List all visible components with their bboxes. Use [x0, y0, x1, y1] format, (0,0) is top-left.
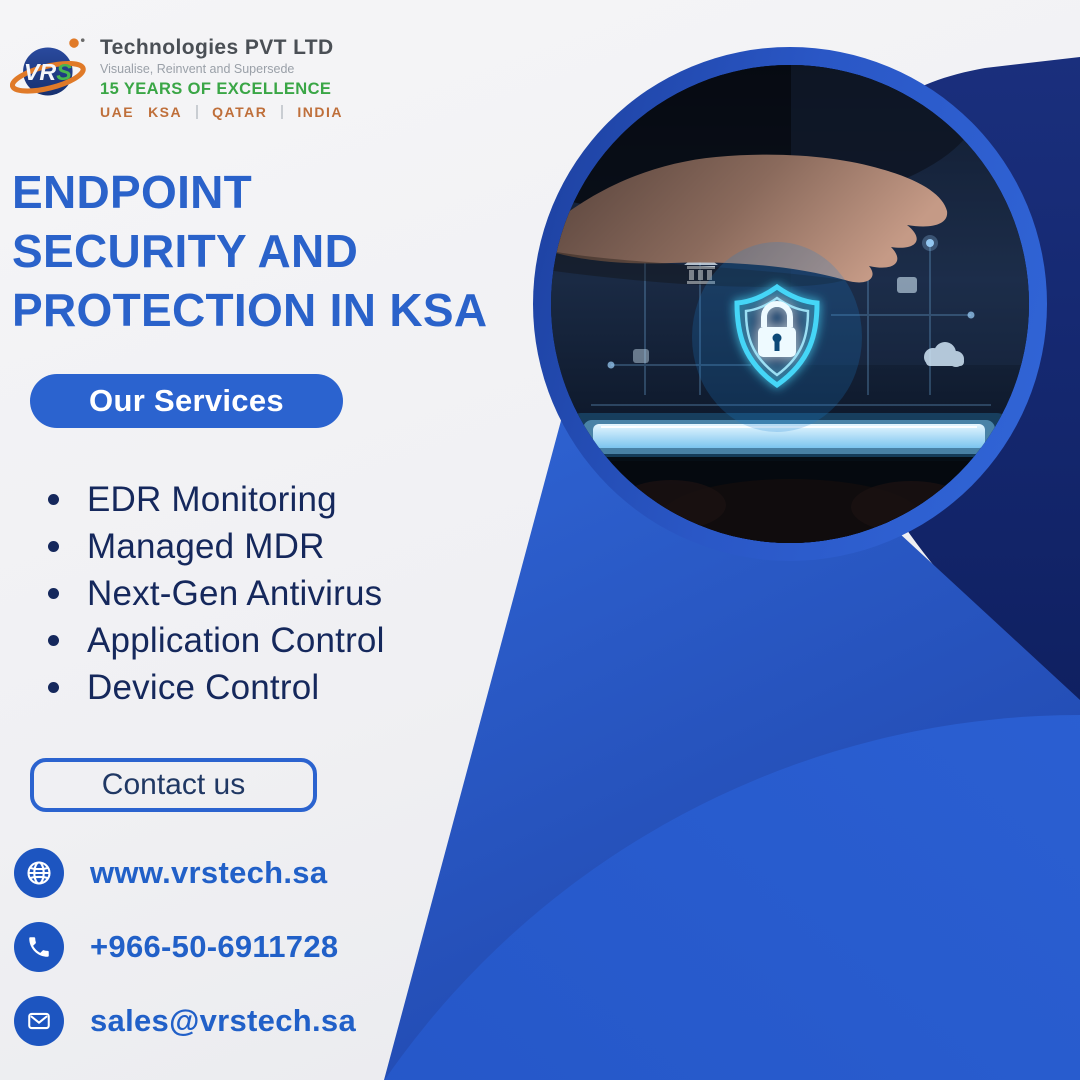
email-row[interactable]	[14, 996, 356, 1046]
hero-circle-ring	[533, 47, 1047, 561]
chip-icon	[897, 277, 917, 293]
website-url: www.vrstech.sa	[90, 855, 328, 890]
list-item	[48, 570, 385, 617]
region-qatar: QATAR	[212, 104, 268, 120]
contact-us-label: Contact us	[101, 768, 246, 801]
bullet-dot	[48, 494, 59, 505]
logo-letter-s: S	[56, 59, 72, 86]
vrs-globe-logo-icon	[10, 28, 90, 112]
headline-line-2: SECURITY AND	[12, 225, 359, 277]
website-row[interactable]	[14, 848, 356, 898]
company-tagline: Visualise, Reinvent and Supersede	[100, 62, 295, 76]
phone-number: +966-50-6911728	[90, 929, 339, 964]
trademark-dot	[81, 38, 85, 42]
contact-info	[14, 848, 356, 1046]
list-item	[48, 476, 385, 523]
bullet-dot	[48, 682, 59, 693]
region-divider	[196, 105, 198, 119]
svg-text:VRS	[24, 59, 72, 85]
contact-us-button[interactable]	[30, 758, 317, 812]
bullet-dot	[48, 588, 59, 599]
region-uae: UAE	[100, 104, 135, 120]
satellite-dot	[69, 38, 78, 47]
phone-icon	[14, 922, 64, 972]
region-ksa: KSA	[148, 104, 183, 120]
chip-icon-2	[633, 349, 649, 363]
company-name: Technologies PVT LTD	[100, 36, 334, 59]
list-item	[48, 664, 385, 711]
service-edr-monitoring: EDR Monitoring	[87, 479, 337, 519]
phone-row[interactable]	[14, 922, 356, 972]
cybersecurity-scene	[551, 65, 1029, 543]
headline-line-3: PROTECTION IN KSA	[12, 284, 488, 336]
list-item	[48, 523, 385, 570]
mail-icon	[14, 996, 64, 1046]
our-services-label: Our Services	[89, 383, 284, 418]
service-managed-mdr: Managed MDR	[87, 526, 325, 566]
our-services-badge[interactable]	[30, 374, 343, 428]
logo-letter-v: V	[23, 59, 40, 86]
email-address: sales@vrstech.sa	[90, 1003, 356, 1038]
service-device-control: Device Control	[87, 667, 320, 707]
page-title	[12, 163, 487, 340]
region-divider	[281, 105, 283, 119]
bullet-dot	[48, 635, 59, 646]
hero-image	[551, 65, 1029, 543]
services-list	[48, 476, 385, 711]
years-of-excellence: 15 YEARS OF EXCELLENCE	[100, 80, 332, 98]
headline-line-1: ENDPOINT	[12, 166, 253, 218]
globe-icon	[14, 848, 64, 898]
service-application-control: Application Control	[87, 620, 385, 660]
list-item	[48, 617, 385, 664]
logo-letter-r: R	[39, 59, 57, 86]
service-next-gen-antivirus: Next-Gen Antivirus	[87, 573, 383, 613]
bullet-dot	[48, 541, 59, 552]
region-india: INDIA	[297, 104, 343, 120]
regions-row	[100, 104, 343, 120]
brand-logo	[10, 28, 343, 120]
